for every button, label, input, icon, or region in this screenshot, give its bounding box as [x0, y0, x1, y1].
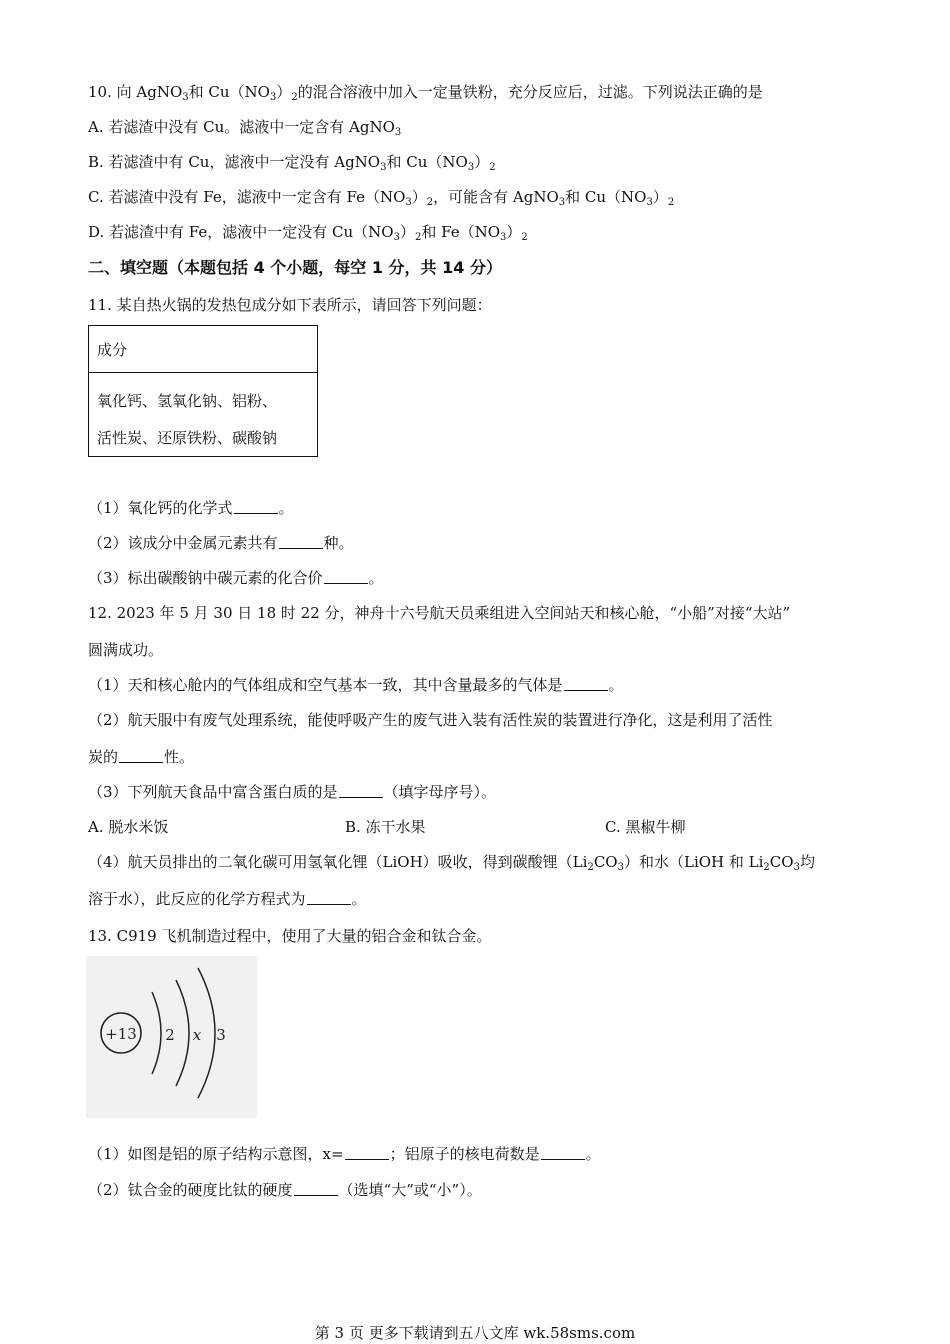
- q10-stem: 10. 向 AgNO$_3$和 $Cu(NO_3)_2$的混合溶液中加入一定量铁粉，充分反应后，过滤。下列说法正确的是: [88, 83, 763, 103]
- q10-option-c: C. 若滤渣中没有 Fe，滤液中一定含有 $Fe(NO_3)_2$，可能含有 AgNO$_3$和 $Cu(NO_3)_2$: [88, 188, 675, 208]
- page-footer: 第 3 页 更多下载请到五八文库 wk.58sms.com: [314, 1324, 636, 1342]
- q12-option-b: B. 冻干水果: [345, 818, 426, 836]
- shell-2-electrons: x: [192, 1026, 202, 1044]
- shell-1-electrons: 2: [165, 1026, 175, 1044]
- q10-option-a: A. 若滤渣中没有 Cu。滤液中一定含有 AgNO$_3$: [88, 118, 402, 138]
- q13-part-2: （2）钛合金的硬度比钛的硬度 （选填“大”或“小”）。: [88, 1181, 482, 1199]
- q12-part-4-line-2: 溶于水），此反应的化学方程式为 。: [88, 890, 367, 908]
- q12-part-1: （1）天和核心舱内的气体组成和空气基本一致，其中含量最多的气体是 。: [88, 676, 624, 694]
- section-heading: 二、填空题（本题包括 4 个小题，每空 1 分，共 14 分）: [88, 258, 502, 277]
- q11-part-1: （1）氧化钙的化学式 。: [88, 499, 294, 517]
- q12-option-a: A. 脱水米饭: [88, 818, 169, 836]
- q12-part-3: （3）下列航天食品中富含蛋白质的是 （填字母序号）。: [88, 783, 497, 801]
- answer-blank[interactable]: [119, 748, 163, 763]
- q12-part-4-line-1: （4）航天员排出的二氧化碳可用氢氧化锂（LiOH）吸收，得到碳酸锂$(Li_2CO_3)$和水（LiOH 和 $Li_2CO_3$均: [88, 853, 815, 873]
- nucleus-charge-label: +13: [105, 1025, 137, 1043]
- answer-blank[interactable]: [294, 1181, 338, 1196]
- aluminum-atom-structure-diagram: [86, 956, 257, 1118]
- q12-part-2-line-1: （2）航天服中有废气处理系统，能使呼吸产生的废气进入装有活性炭的装置进行净化，这是利用了活性: [88, 711, 773, 729]
- q12-stem-line-2: 圆满成功。: [88, 641, 164, 659]
- table-header: 成分: [89, 326, 317, 373]
- answer-blank[interactable]: [279, 534, 323, 549]
- q13-stem: 13. C919 飞机制造过程中，使用了大量的铝合金和钛合金。: [88, 927, 492, 945]
- answer-blank[interactable]: [564, 676, 608, 691]
- q12-option-c: C. 黑椒牛柳: [605, 818, 686, 836]
- shell-3-electrons: 3: [216, 1026, 226, 1044]
- electron-shell-2: [176, 980, 189, 1086]
- q11-part-3: （3）标出碳酸钠中碳元素的化合价 。: [88, 569, 384, 587]
- q10-option-d: D. 若滤渣中有 Fe，滤液中一定没有 $Cu(NO_3)_2$和 $Fe(NO_3)_2$: [88, 223, 528, 243]
- answer-blank[interactable]: [324, 569, 368, 584]
- q11-stem: 11. 某自热火锅的发热包成分如下表所示，请回答下列问题：: [88, 296, 492, 314]
- q13-part-1: （1）如图是铝的原子结构示意图，x= ；铝原子的核电荷数是 。: [88, 1145, 601, 1163]
- answer-blank[interactable]: [541, 1145, 585, 1160]
- q12-stem-line-1: 12. 2023 年 5 月 30 日 18 时 22 分，神舟十六号航天员乘组进入空间站天和核心舱，“小船”对接“大站”: [88, 604, 791, 622]
- q11-part-2: （2）该成分中金属元素共有 种。: [88, 534, 354, 552]
- answer-blank[interactable]: [307, 890, 351, 905]
- q12-part-2-line-2: 炭的 性。: [88, 748, 195, 766]
- answer-blank[interactable]: [345, 1145, 389, 1160]
- ingredient-table: [88, 325, 318, 457]
- answer-blank[interactable]: [339, 783, 383, 798]
- atom-diagram-svg: [86, 956, 257, 1118]
- electron-shell-1: [152, 992, 161, 1074]
- answer-blank[interactable]: [234, 499, 278, 514]
- q10-option-b: B. 若滤渣中有 Cu，滤液中一定没有 AgNO$_3$和 $Cu(NO_3)_2$: [88, 153, 496, 173]
- table-cell-line-1: 氧化钙、氢氧化钠、铝粉、: [97, 392, 278, 410]
- table-cell-line-2: 活性炭、还原铁粉、碳酸钠: [97, 429, 278, 447]
- table-cell: [89, 373, 317, 457]
